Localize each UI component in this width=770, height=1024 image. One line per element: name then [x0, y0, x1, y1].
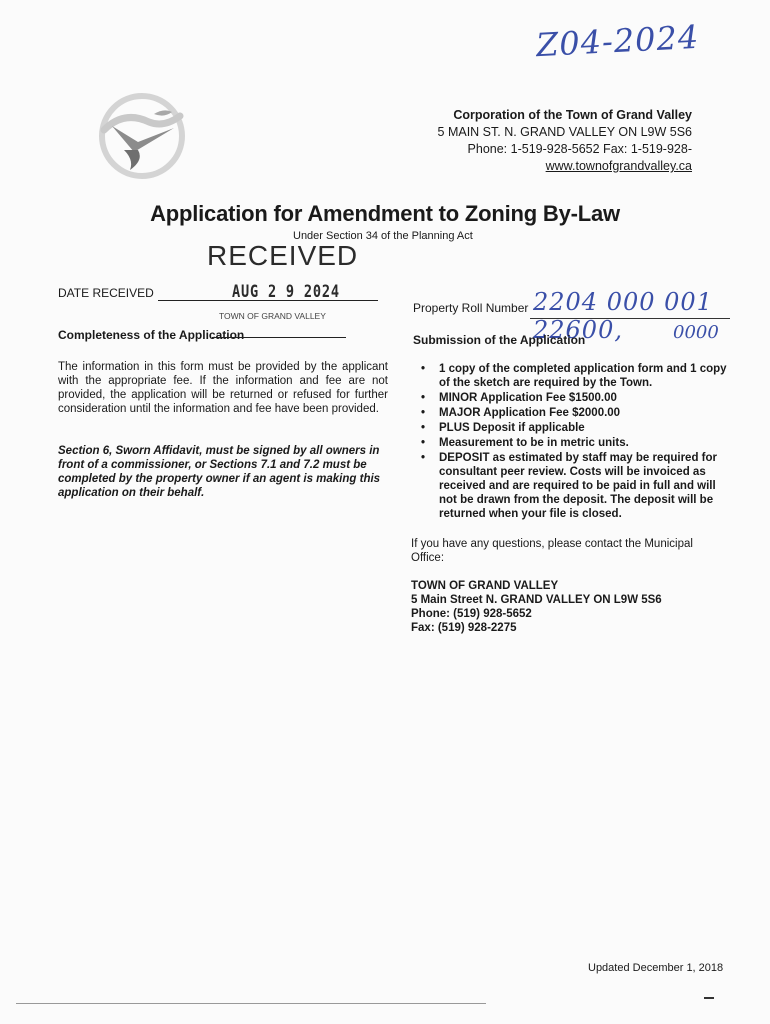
- property-roll-label: Property Roll Number: [413, 301, 529, 315]
- org-website-link[interactable]: www.townofgrandvalley.ca: [545, 159, 692, 173]
- org-name: Corporation of the Town of Grand Valley: [453, 108, 692, 122]
- handwritten-file-number: Z04-2024: [535, 17, 701, 65]
- submission-heading: Submission of the Application: [413, 333, 586, 347]
- list-item: • PLUS Deposit if applicable: [419, 421, 729, 435]
- list-item: • DEPOSIT as estimated by staff may be required for consultant peer review. Costs will be invoiced as received and are required to be paid in full and will not be drawn from the deposit. The deposit will be returned when your file is closed.: [419, 451, 729, 521]
- property-roll-handwritten-suffix: 0000: [673, 322, 719, 343]
- date-received-label: DATE RECEIVED: [58, 286, 154, 300]
- property-roll-line: [530, 318, 730, 319]
- received-stamp: RECEIVED: [207, 240, 359, 271]
- completeness-heading: Completeness of the Application: [58, 328, 245, 342]
- page-title: Application for Amendment to Zoning By-Law: [150, 201, 620, 226]
- info-paragraph: The information in this form must be provided by the applicant with the appropriate fee. If the information and fee are not provided, the application will be returned or refused for further consideration until the information and fee have been provided.: [58, 361, 388, 415]
- property-roll-handwritten: 2204 000 001 22600,: [533, 288, 713, 344]
- org-address: 5 MAIN ST. N. GRAND VALLEY ON L9W 5S6: [437, 125, 692, 139]
- list-item: • MAJOR Application Fee $2000.00: [419, 406, 729, 420]
- list-item: • Measurement to be in metric units.: [419, 436, 729, 450]
- list-item: • 1 copy of the completed application form and 1 copy of the sketch are required by the Town.: [419, 362, 729, 390]
- corporation-address-block: [438, 107, 692, 175]
- completeness-line: [212, 337, 346, 338]
- date-stamp: AUG 2 9 2024: [232, 282, 340, 302]
- list-item: • MINOR Application Fee $1500.00: [419, 391, 729, 405]
- org-phone-fax: Phone: 1-519-928-5652 Fax: 1-519-928-: [467, 142, 692, 156]
- submission-list: [419, 362, 729, 522]
- page-mark: [704, 997, 714, 999]
- page-subtitle: Under Section 34 of the Planning Act: [293, 230, 473, 242]
- stamp-town-name: TOWN OF GRAND VALLEY: [219, 311, 326, 321]
- affidavit-note: Section 6, Sworn Affidavit, must be signed by all owners in front of a commissioner, or Sections 7.1 and 7.2 must be completed by the property owner if an agent is making this application on their behalf.: [58, 445, 381, 499]
- contact-fax: Fax: (519) 928-2275: [411, 622, 517, 634]
- contact-block: [411, 579, 662, 635]
- town-logo-icon: [94, 90, 190, 180]
- contact-phone: Phone: (519) 928-5652: [411, 608, 532, 620]
- bottom-rule: [16, 1003, 486, 1004]
- contact-name: TOWN OF GRAND VALLEY: [411, 580, 559, 592]
- updated-date: Updated December 1, 2018: [588, 962, 724, 974]
- contact-intro: If you have any questions, please contact the Municipal Office:: [411, 538, 693, 564]
- contact-address: 5 Main Street N. GRAND VALLEY ON L9W 5S6: [411, 594, 662, 606]
